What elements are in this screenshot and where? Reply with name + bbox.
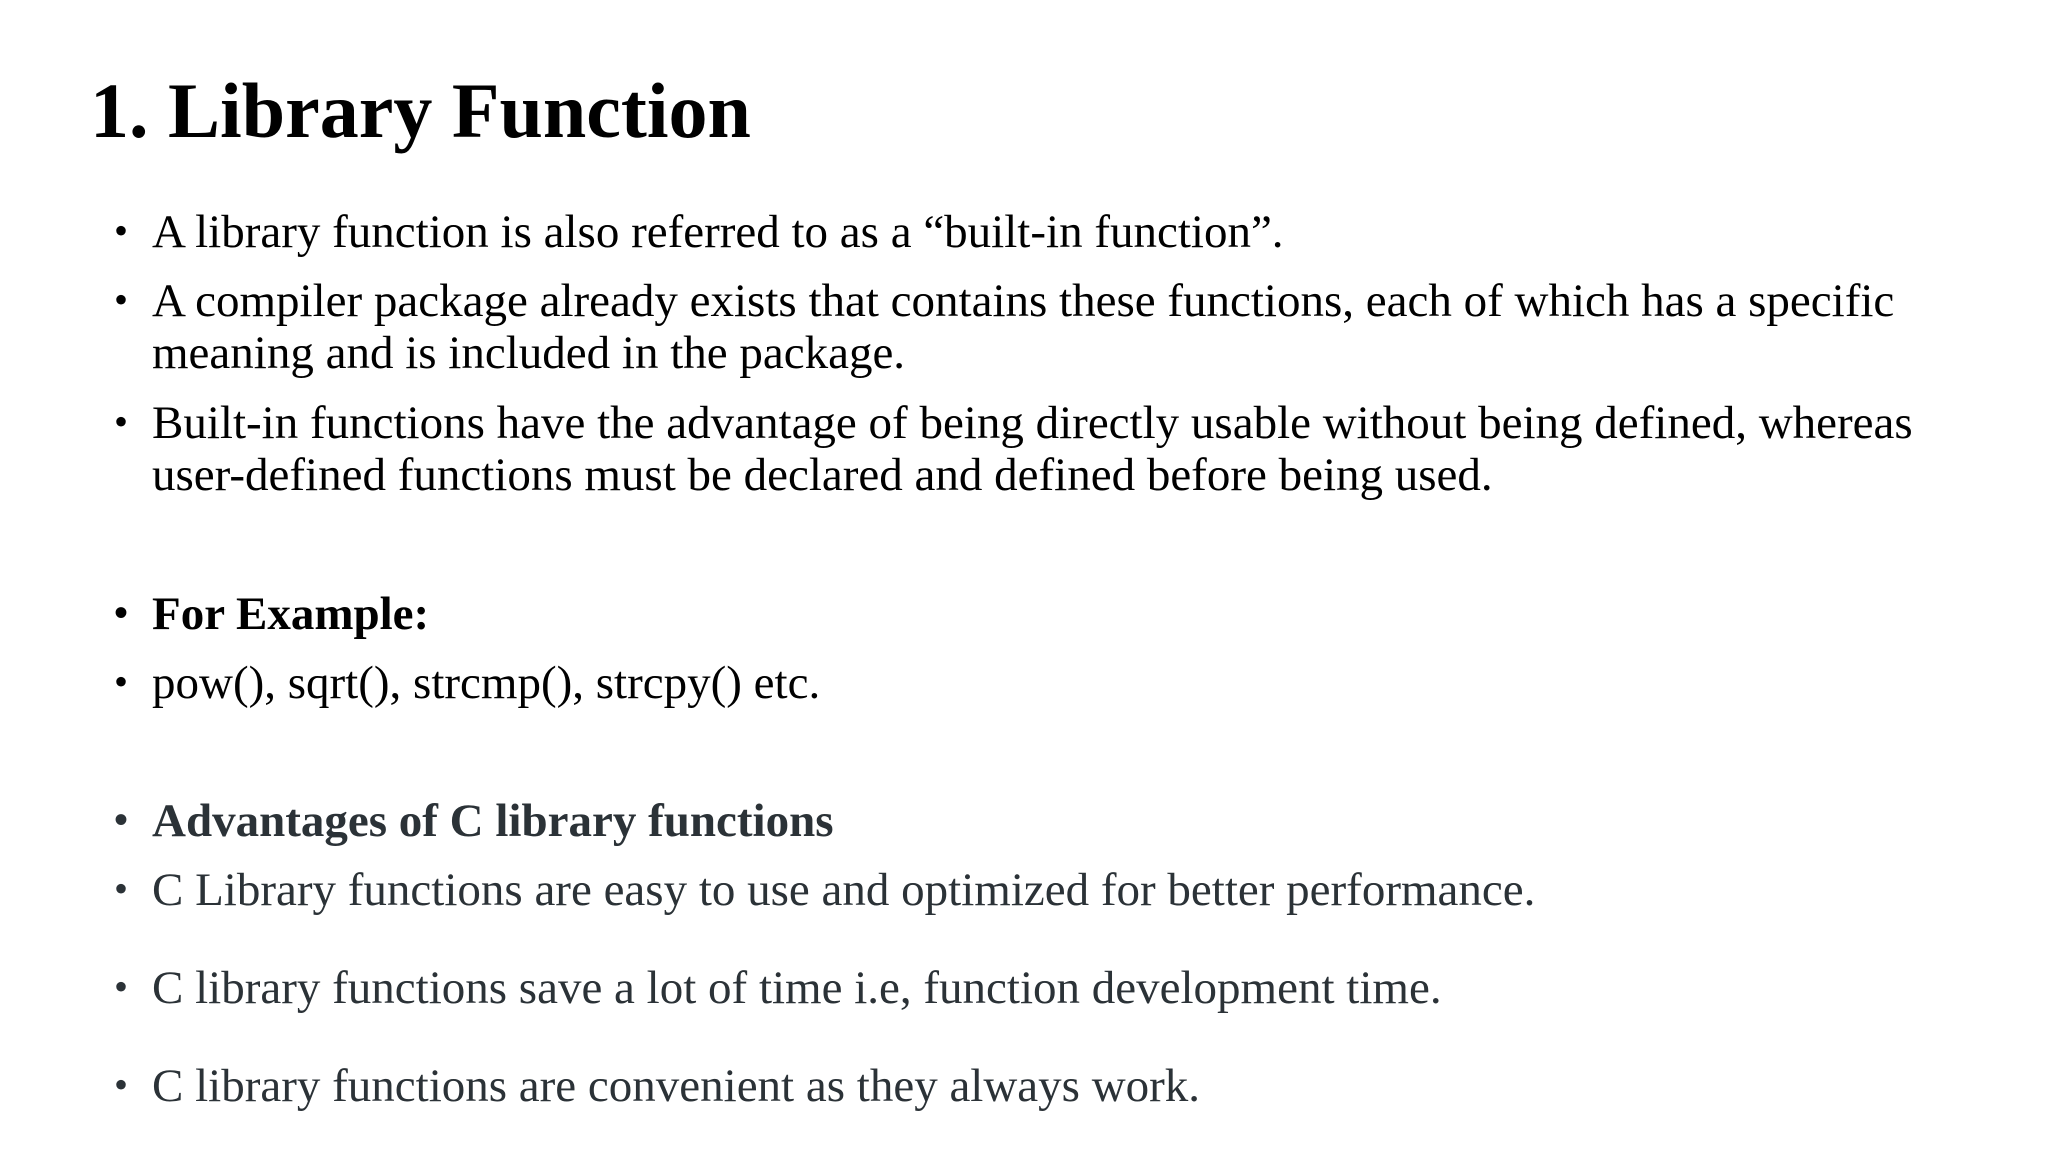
bullet-text: C library functions are convenient as they always work. — [152, 1060, 1201, 1112]
bullet-text: For Example: — [152, 588, 430, 640]
bullet-item — [114, 657, 2012, 709]
bullet-item — [114, 275, 2012, 379]
bullet-item — [114, 397, 2012, 501]
bullet-text: A compiler package already exists that contains these functions, each of which has a specific meaning and is included in the package. — [152, 275, 1895, 379]
bullet-item — [114, 962, 2012, 1014]
bullet-item — [114, 864, 2012, 916]
bullet-marker: • — [114, 797, 129, 842]
bullet-item-heading — [114, 588, 2012, 640]
bullet-item — [114, 206, 2012, 258]
bullet-marker: • — [114, 1062, 129, 1107]
bullet-item — [114, 1060, 2012, 1112]
bullet-marker: • — [114, 964, 129, 1009]
slide-title: 1. Library Function — [90, 67, 751, 154]
bullet-text: C Library functions are easy to use and optimized for better performance. — [152, 864, 1536, 916]
bullet-marker: • — [114, 866, 129, 911]
bullet-marker: • — [114, 659, 129, 704]
bullet-marker: • — [114, 399, 129, 444]
bullet-marker: • — [114, 208, 129, 253]
bullet-text: Built-in functions have the advantage of being directly usable without being defined, whereas user-defined functions must be declared and defined before being used. — [152, 397, 1913, 501]
bullet-marker: • — [114, 590, 129, 635]
bullet-text: Advantages of C library functions — [152, 795, 834, 847]
bullet-text: C library functions save a lot of time i.e, function development time. — [152, 962, 1442, 1014]
bullet-text: pow(), sqrt(), strcmp(), strcpy() etc. — [152, 657, 821, 709]
bullet-marker: • — [114, 277, 129, 322]
bullet-text: A library function is also referred to as a “built-in function”. — [152, 206, 1284, 258]
bullet-item-heading — [114, 795, 2012, 847]
